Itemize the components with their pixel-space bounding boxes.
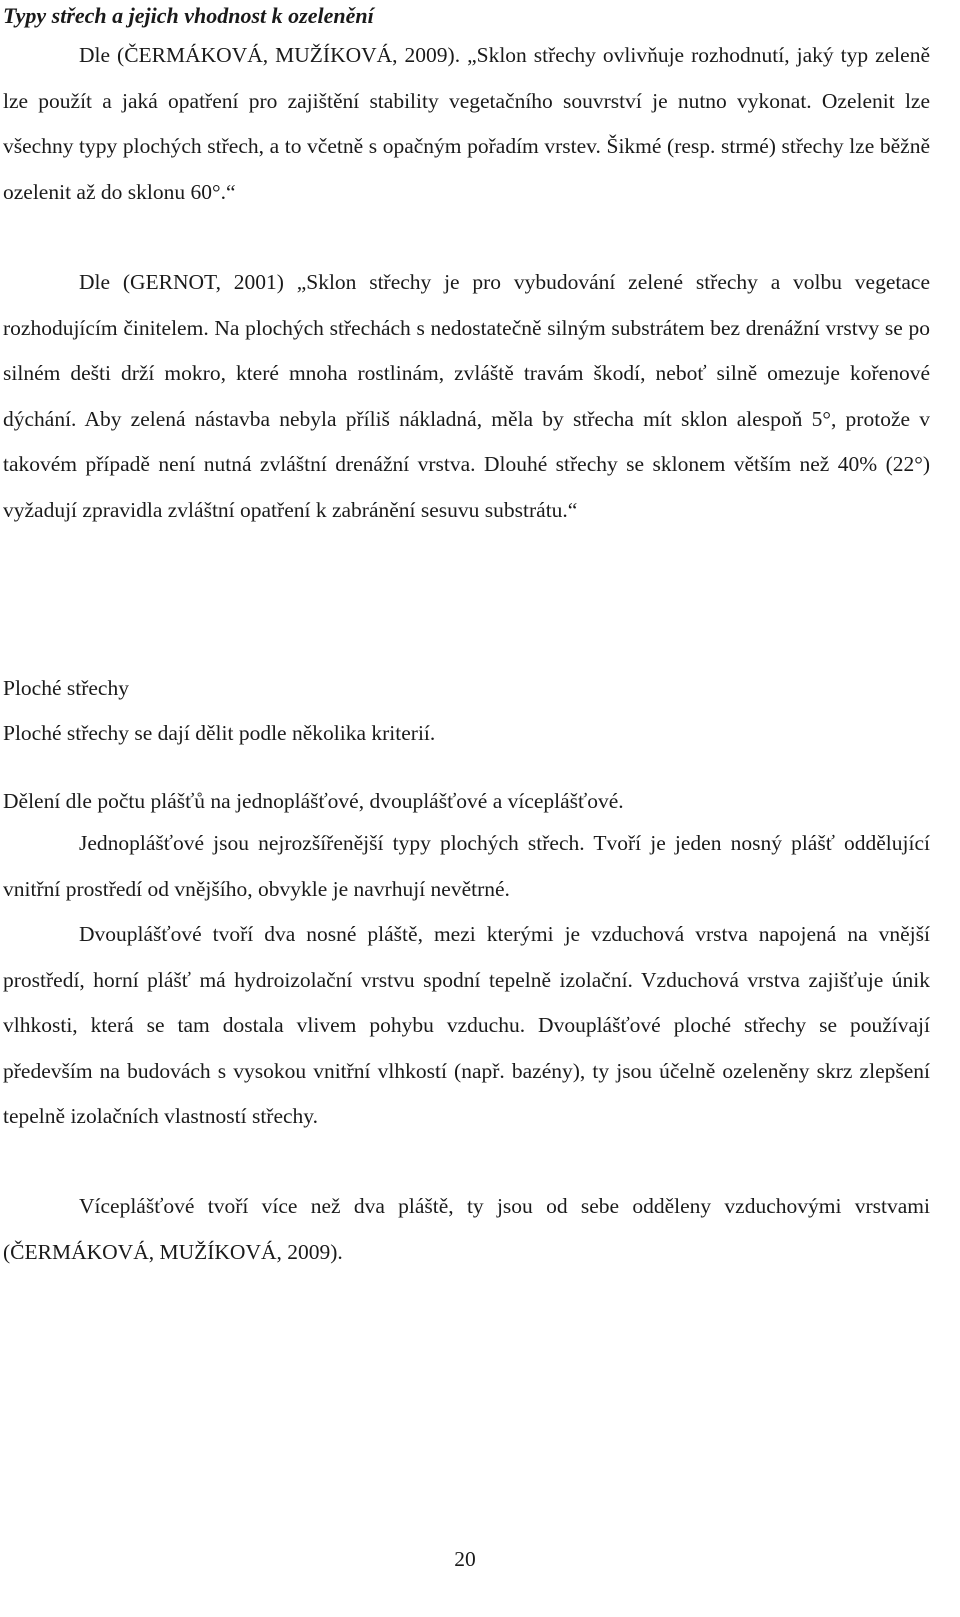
page-number: 20 xyxy=(454,1547,476,1571)
subsection-title: Ploché střechy xyxy=(3,676,129,700)
paragraph-cermakova: Dle (ČERMÁKOVÁ, MUŽÍKOVÁ, 2009). „Sklon střechy ovlivňuje rozhodnutí, jaký typ zeleně lze použít a jaká opatření pro zajištění stability vegetačního souvrství je nutno vykonat. Ozelenit lze všechny typy plochých střech, a to včetně s opačným pořadím vrstev. Šikmé (resp. strmé) střechy lze běžně ozelenit až do sklonu 60°.“ xyxy=(3,43,930,204)
section-heading: Typy střech a jejich vhodnost k ozelenění xyxy=(3,3,374,28)
subsection-intro: Ploché střechy se dají dělit podle několika kriterií. xyxy=(3,721,436,745)
division-title: Dělení dle počtu plášťů na jednoplášťové, dvouplášťové a víceplášťové. xyxy=(3,789,624,813)
paragraph-multi-layer: Víceplášťové tvoří více než dva pláště, ty jsou od sebe odděleny vzduchovými vrstvami (ČERMÁKOVÁ, MUŽÍKOVÁ, 2009). xyxy=(3,1194,930,1264)
paragraph-gernot: Dle (GERNOT, 2001) „Sklon střechy je pro vybudování zelené střechy a volbu vegetace rozhodujícím činitelem. Na plochých střechách s nedostatečně silným substrátem bez drenážní vrstvy se po silném dešti drží mokro, které mnoha rostlinám, zvláště travám škodí, neboť silně omezuje kořenové dýchání. Aby zelená nástavba nebyla příliš nákladná, měla by střecha mít sklon alespoň 5°, protože v takovém případě není nutná zvláštní drenážní vrstva. Dlouhé střechy se sklonem větším než 40% (22°) vyžadují zpravidla zvláštní opatření k zabránění sesuvu substrátu.“ xyxy=(3,270,930,522)
paragraph-double-layer: Dvouplášťové tvoří dva nosné pláště, mezi kterými je vzduchová vrstva napojená na vnější prostředí, horní plášť má hydroizolační vrstvu spodní tepelně izolační. Vzduchová vrstva zajišťuje únik vlhkosti, která se tam dostala vlivem pohybu vzduchu. Dvouplášťové ploché střechy se používají především na budovách s vysokou vnitřní vlhkostí (např. bazény), ty jsou účelně ozeleněny skrz zlepšení tepelně izolačních vlastností střechy. xyxy=(3,922,930,1128)
paragraph-single-layer: Jednoplášťové jsou nejrozšířenější typy plochých střech. Tvoří je jeden nosný plášť oddělující vnitřní prostředí od vnějšího, obvykle je navrhují nevětrné. xyxy=(3,831,930,901)
